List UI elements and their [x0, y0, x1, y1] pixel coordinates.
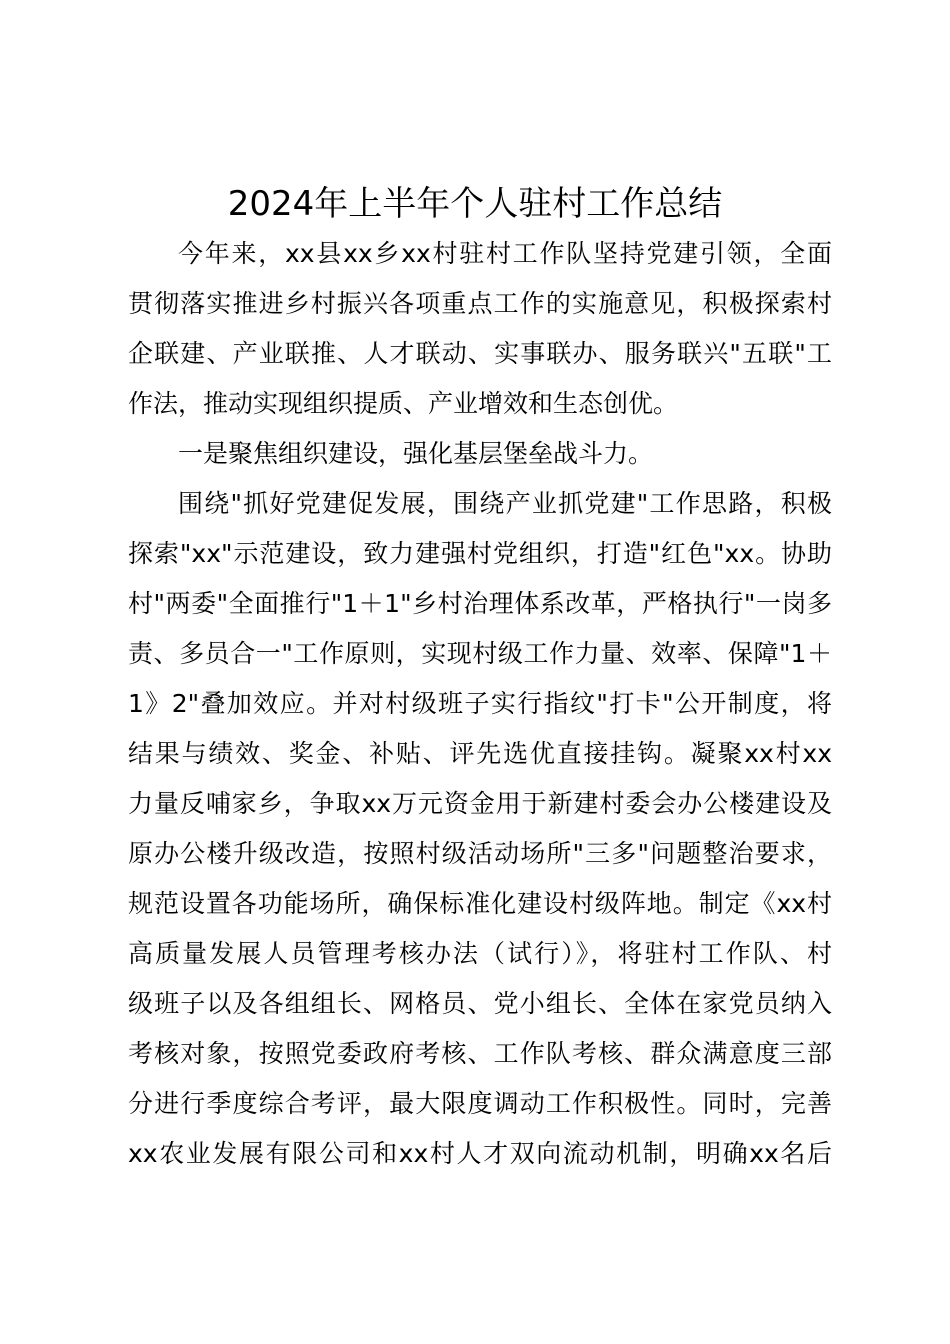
paragraph-line: 探索"xx"示范建设，致力建强村党组织，打造"红色"xx。协助: [128, 539, 832, 568]
section-heading: 一是聚焦组织建设，强化基层堡垒战斗力。: [178, 439, 654, 468]
paragraph-line: 今年来，xx县xx乡xx村驻村工作队坚持党建引领，全面: [178, 239, 832, 268]
paragraph-line: 企联建、产业联推、人才联动、实事联办、服务联兴"五联"工: [128, 339, 832, 368]
paragraph-line: 力量反哺家乡，争取xx万元资金用于新建村委会办公楼建设及: [128, 789, 832, 818]
paragraph-line: 高质量发展人员管理考核办法（试行）》，将驻村工作队、村: [128, 939, 832, 968]
paragraph-line: 围绕"抓好党建促发展，围绕产业抓党建"工作思路，积极: [178, 489, 832, 518]
document-title: 2024年上半年个人驻村工作总结: [227, 184, 723, 224]
paragraph-line: 1》2"叠加效应。并对村级班子实行指纹"打卡"公开制度，将: [128, 689, 832, 718]
paragraph-line: xx农业发展有限公司和xx村人才双向流动机制，明确xx名后: [128, 1139, 832, 1168]
paragraph-line: 责、多员合一"工作原则，实现村级工作力量、效率、保障"1＋: [128, 639, 832, 668]
paragraph-line: 分进行季度综合考评，最大限度调动工作积极性。同时，完善: [128, 1089, 832, 1118]
paragraph-line: 考核对象，按照党委政府考核、工作队考核、群众满意度三部: [128, 1039, 832, 1068]
paragraph-line: 贯彻落实推进乡村振兴各项重点工作的实施意见，积极探索村: [128, 289, 832, 318]
paragraph-line: 结果与绩效、奖金、补贴、评先选优直接挂钩。凝聚xx村xx: [128, 739, 832, 768]
paragraph-line: 原办公楼升级改造，按照村级活动场所"三多"问题整治要求，: [128, 839, 832, 868]
paragraph-line: 作法，推动实现组织提质、产业增效和生态创优。: [128, 389, 679, 418]
paragraph-line: 村"两委"全面推行"1＋1"乡村治理体系改革，严格执行"一岗多: [128, 589, 832, 618]
paragraph-line: 规范设置各功能场所，确保标准化建设村级阵地。制定《xx村: [128, 889, 832, 918]
paragraph-line: 级班子以及各组组长、网格员、党小组长、全体在家党员纳入: [128, 989, 832, 1018]
